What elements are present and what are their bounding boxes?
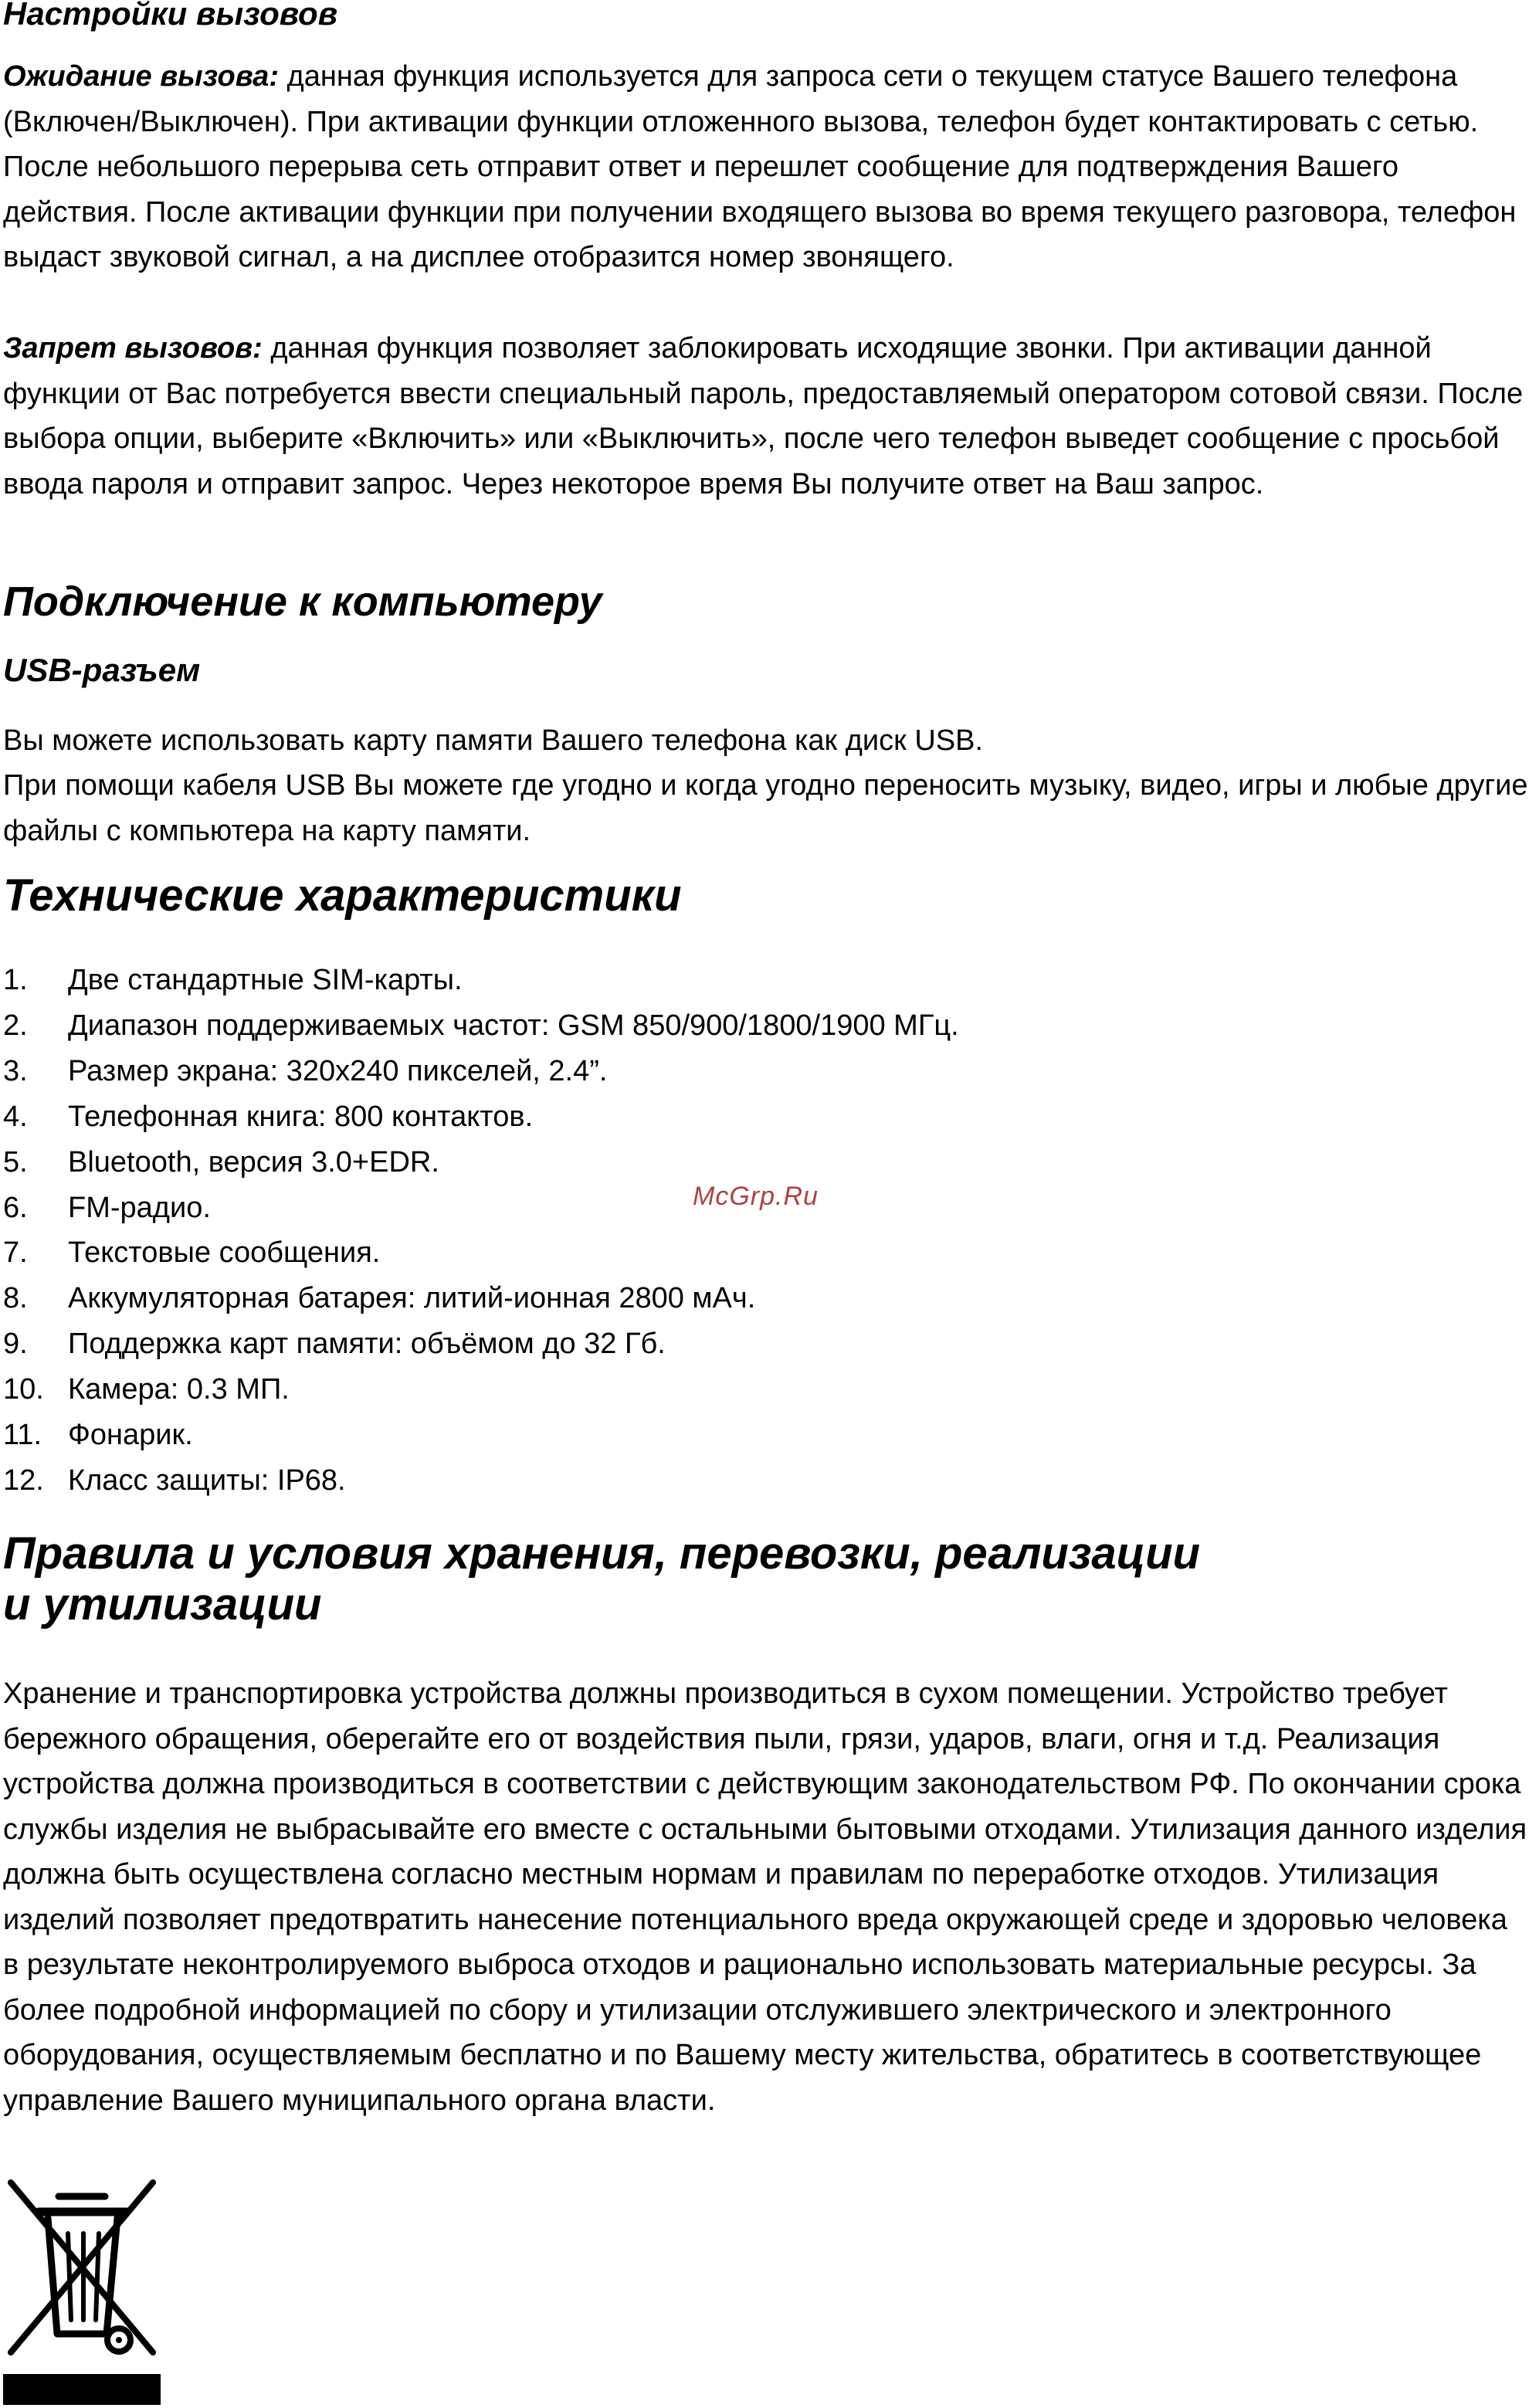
call-waiting-term: Ожидание вызова: <box>3 60 279 93</box>
list-item <box>3 1458 959 1504</box>
list-item-number: 3. <box>3 1054 28 1087</box>
list-item <box>3 1094 959 1140</box>
list-item-number: 6. <box>3 1191 28 1224</box>
watermark-text: McGrp.Ru <box>693 1182 819 1211</box>
call-barring-text: данная функция позволяет заблокировать исходящие звонки. При активации данной функции от Вас потребуется ввести специальный пароль, предоставляемый оператором сотовой связи. После выбора опции, выберите «Включить» или «Выключить», после чего телефон выведет сообщение с просьбой ввода пароля и отправит запрос. Через некоторое время Вы получите ответ на Ваш запрос. <box>3 332 1524 500</box>
crossed-out-wheelie-bin-icon <box>3 2169 161 2405</box>
list-item-text: Фонарик. <box>68 1419 193 1452</box>
list-item-text: Bluetooth, версия 3.0+EDR. <box>68 1145 439 1179</box>
list-item <box>3 1230 959 1276</box>
list-item <box>3 1413 959 1458</box>
storage-heading-line-2: и утилизации <box>3 1579 322 1630</box>
list-item-text: Текстовые сообщения. <box>68 1236 381 1270</box>
list-item-number: 11. <box>3 1419 42 1452</box>
pc-connection-heading: Подключение к компьютеру <box>3 578 602 625</box>
list-item-text: Размер экрана: 320х240 пикселей, 2.4”. <box>68 1054 608 1087</box>
call-waiting-paragraph <box>3 54 1529 280</box>
list-item-text: Диапазон поддерживаемых частот: GSM 850/900/1800/1900 МГц. <box>68 1009 959 1042</box>
list-item-text: Класс защиты: IP68. <box>68 1463 346 1497</box>
specs-list <box>3 958 959 1504</box>
list-item-number: 12. <box>3 1463 44 1497</box>
list-item <box>3 958 959 1003</box>
list-item-text: Поддержка карт памяти: объёмом до 32 Гб. <box>68 1328 666 1361</box>
call-waiting-text: данная функция используется для запроса сети о текущем статусе Вашего телефона (Включен/Выключен). При активации функции отложенного вызова, телефон будет контактировать с сетью. После небольшого перерыва сеть отправит ответ и перешлет сообщение для подтверждения Вашего действия. После активации функции при получении входящего вызова во время текущего разговора, телефон выдаст звуковой сигнал, а на дисплее отобразится номер звонящего. <box>3 60 1517 273</box>
list-item-text: Аккумуляторная батарея: литий-ионная 2800 мАч. <box>68 1282 756 1315</box>
storage-heading-line-1: Правила и условия хранения, перевозки, реализации <box>3 1528 1200 1579</box>
list-item-number: 2. <box>3 1009 28 1042</box>
list-item-number: 9. <box>3 1328 28 1361</box>
list-item-number: 7. <box>3 1236 28 1270</box>
list-item <box>3 1003 959 1049</box>
list-item <box>3 1276 959 1321</box>
list-item <box>3 1049 959 1094</box>
list-item-text: FM-радио. <box>68 1191 211 1224</box>
list-item-number: 8. <box>3 1282 28 1315</box>
usb-heading: USB-разъем <box>3 652 201 688</box>
list-item-text: Камера: 0.3 МП. <box>68 1373 290 1406</box>
list-item <box>3 1140 959 1185</box>
storage-paragraph: Хранение и транспортировка устройства должны производиться в сухом помещении. Устройство требует бережного обращения, оберегайте его от воздействия пыли, грязи, ударов, влаги, огня и т.д. Реализация устройства должна производиться в соответствии с действующим законодательством РФ. По окончании срока службы изделия не выбрасывайте его вместе с остальными бытовыми отходами. Утилизация данного изделия должна быть осуществлена согласно местным нормам и правилам по переработке отходов. Утилизация изделий позволяет предотвратить нанесение потенциального вреда окружающей среде и здоровью человека в результате неконтролируемого выброса отходов и рационально использовать материальные ресурсы. За более подробной информацией по сбору и утилизации отслужившего электрического и электронного оборудования, осуществляемым бесплатно и по Вашему месту жительства, обратитесь в соответствующее управление Вашего муниципального органа власти. <box>3 1677 1527 2117</box>
list-item-number: 10. <box>3 1373 44 1406</box>
call-barring-paragraph <box>3 326 1529 507</box>
list-item-number: 4. <box>3 1100 28 1133</box>
call-settings-heading: Настройки вызовов <box>3 0 338 32</box>
list-item-number: 5. <box>3 1145 28 1179</box>
list-item-number: 1. <box>3 964 28 996</box>
call-barring-term: Запрет вызовов: <box>3 332 263 365</box>
usb-paragraph-2: При помощи кабеля USB Вы можете где угодно и когда угодно переносить музыку, видео, игры и любые другие файлы с компьютера на карту памяти. <box>3 769 1528 847</box>
list-item <box>3 1321 959 1367</box>
specs-heading: Технические характеристики <box>3 870 682 921</box>
usb-paragraph-1: Вы можете использовать карту памяти Вашего телефона как диск USB. <box>3 724 984 757</box>
list-item-text: Две стандартные SIM-карты. <box>68 964 463 996</box>
list-item <box>3 1367 959 1413</box>
list-item-text: Телефонная книга: 800 контактов. <box>68 1100 534 1133</box>
